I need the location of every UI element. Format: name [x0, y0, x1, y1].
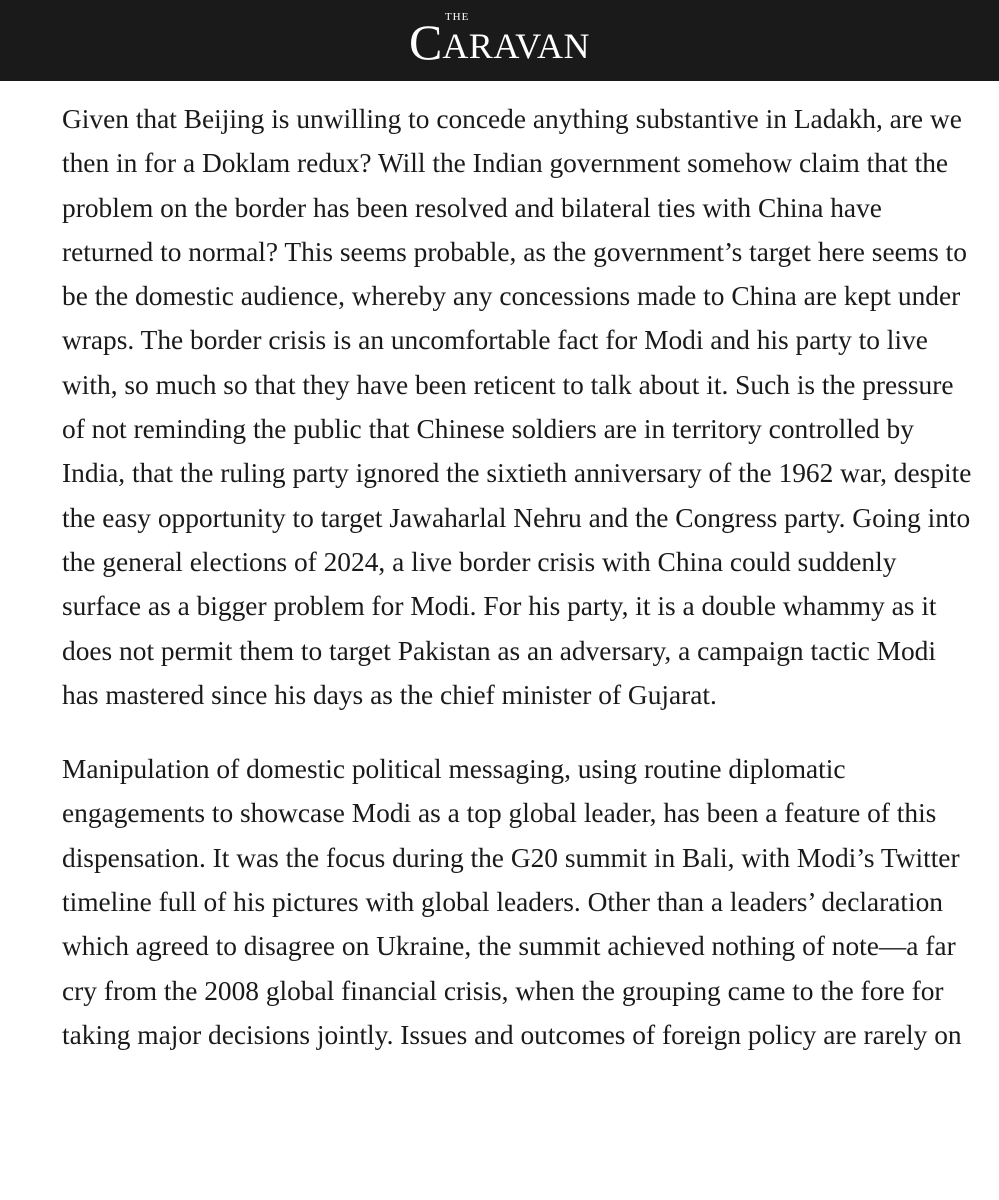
article-body [62, 97, 977, 1087]
logo-wordmark: ARAVAN [442, 25, 591, 66]
caravan-logo[interactable] [408, 10, 591, 70]
article-paragraph-1: Given that Beijing is unwilling to concede anything substantive in Ladakh, are we then in for a Doklam redux? Will the Indian government somehow claim that the problem on the border has been resolved and bilateral ties with China have returned to normal? This seems probable, as the government’s target here seems to be the domestic audience, whereby any concessions made to China are kept under wraps. The border crisis is an uncomfortable fact for Modi and his party to live with, so much so that they have been reticent to talk about it. Such is the pressure of not reminding the public that Chinese soldiers are in territory controlled by India, that the ruling party ignored the sixtieth anniversary of the 1962 war, despite the easy opportunity to target Jawaharlal Nehru and the Congress party. Going into the general elections of 2024, a live border crisis with China could suddenly surface as a bigger problem for Modi. For his party, it is a double whammy as it does not permit them to target Pakistan as an adversary, a campaign tactic Modi has mastered since his days as the chief minister of Gujarat. [62, 104, 972, 710]
site-header [0, 0, 999, 81]
logo-initial: C [408, 13, 443, 70]
logo-the: THE [444, 10, 470, 23]
article-paragraph-2: Manipulation of domestic political messaging, using routine diplomatic engagements to showcase Modi as a top global leader, has been a feature of this dispensation. It was the focus during the G20 summit in Bali, with Modi’s Twitter timeline full of his pictures with global leaders. Other than a leaders’ declaration which agreed to disagree on Ukraine, the summit achieved nothing of note—a far cry from the 2008 global financial crisis, when the grouping came to the fore for taking major decisions jointly. Issues and outcomes of foreign policy are rarely on [62, 754, 962, 1050]
